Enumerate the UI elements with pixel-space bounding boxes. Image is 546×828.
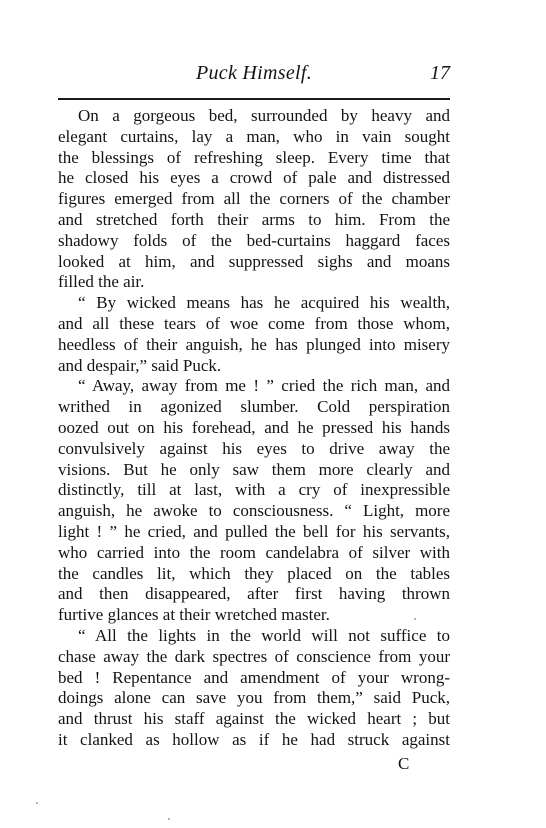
text-line: chase away the dark spectres of conscience from your bbox=[58, 646, 450, 666]
text-line: distinctly, till at last, with a cry of inexpressible bbox=[58, 480, 450, 500]
text-line: writhed in agonized slumber. Cold perspiration bbox=[58, 397, 450, 417]
text-line: oozed out on his forehead, and he pressed his hands bbox=[58, 417, 450, 437]
text-line: filled the air. bbox=[58, 272, 145, 292]
text-line: “ By wicked means has he acquired his wealth, bbox=[78, 293, 450, 313]
text-line: looked at him, and suppressed sighs and moans bbox=[58, 251, 450, 271]
text-line: the blessings of refreshing sleep. Every time that bbox=[58, 147, 450, 167]
paper-speck bbox=[36, 802, 38, 804]
text-line: and stretched forth their arms to him. From the bbox=[58, 209, 450, 229]
text-line: and then disappeared, after first having thrown bbox=[58, 584, 450, 604]
text-line: figures emerged from all the corners of the chamber bbox=[58, 189, 450, 209]
paper-speck bbox=[414, 618, 416, 620]
text-line: shadowy folds of the bed-curtains haggard faces bbox=[58, 230, 450, 250]
text-line: he closed his eyes a crowd of pale and distressed bbox=[58, 168, 450, 188]
text-line: “ Away, away from me ! ” cried the rich man, and bbox=[78, 376, 450, 396]
text-line: furtive glances at their wretched master. bbox=[58, 605, 330, 625]
running-title: Puck Himself. bbox=[195, 62, 313, 84]
text-line: bed ! Repentance and amendment of your wrong- bbox=[58, 667, 450, 687]
text-line: On a gorgeous bed, surrounded by heavy and bbox=[78, 106, 450, 125]
text-line: “ All the lights in the world will not suffice to bbox=[78, 625, 450, 645]
text-line: convulsively against his eyes to drive away the bbox=[58, 438, 450, 458]
text-line: elegant curtains, lay a man, who in vain sought bbox=[58, 126, 450, 146]
running-head bbox=[58, 62, 450, 90]
header-rule bbox=[58, 98, 450, 100]
text-line: and despair,” said Puck. bbox=[58, 355, 222, 375]
text-line: anguish, he awoke to consciousness. “ Light, more bbox=[58, 501, 450, 521]
text-line: who carried into the room candelabra of silver with bbox=[58, 542, 450, 562]
text-line: heedless of their anguish, he has plunged into misery bbox=[58, 334, 450, 354]
text-line: visions. But he only saw them more clearly and bbox=[58, 459, 450, 479]
body-text bbox=[58, 106, 450, 751]
text-line: and all these tears of woe come from those whom, bbox=[58, 313, 450, 333]
text-line: the candles lit, which they placed on the tables bbox=[58, 563, 450, 583]
page-number: 17 bbox=[430, 62, 450, 84]
text-line: light ! ” he cried, and pulled the bell for his servants, bbox=[58, 521, 450, 541]
text-line: it clanked as hollow as if he had struck against bbox=[58, 729, 450, 749]
text-line: doings alone can save you from them,” said Puck, bbox=[58, 688, 450, 708]
signature-mark: C bbox=[398, 754, 411, 773]
text-line: and thrust his staff against the wicked heart ; but bbox=[58, 709, 450, 729]
paper-speck bbox=[168, 818, 170, 820]
